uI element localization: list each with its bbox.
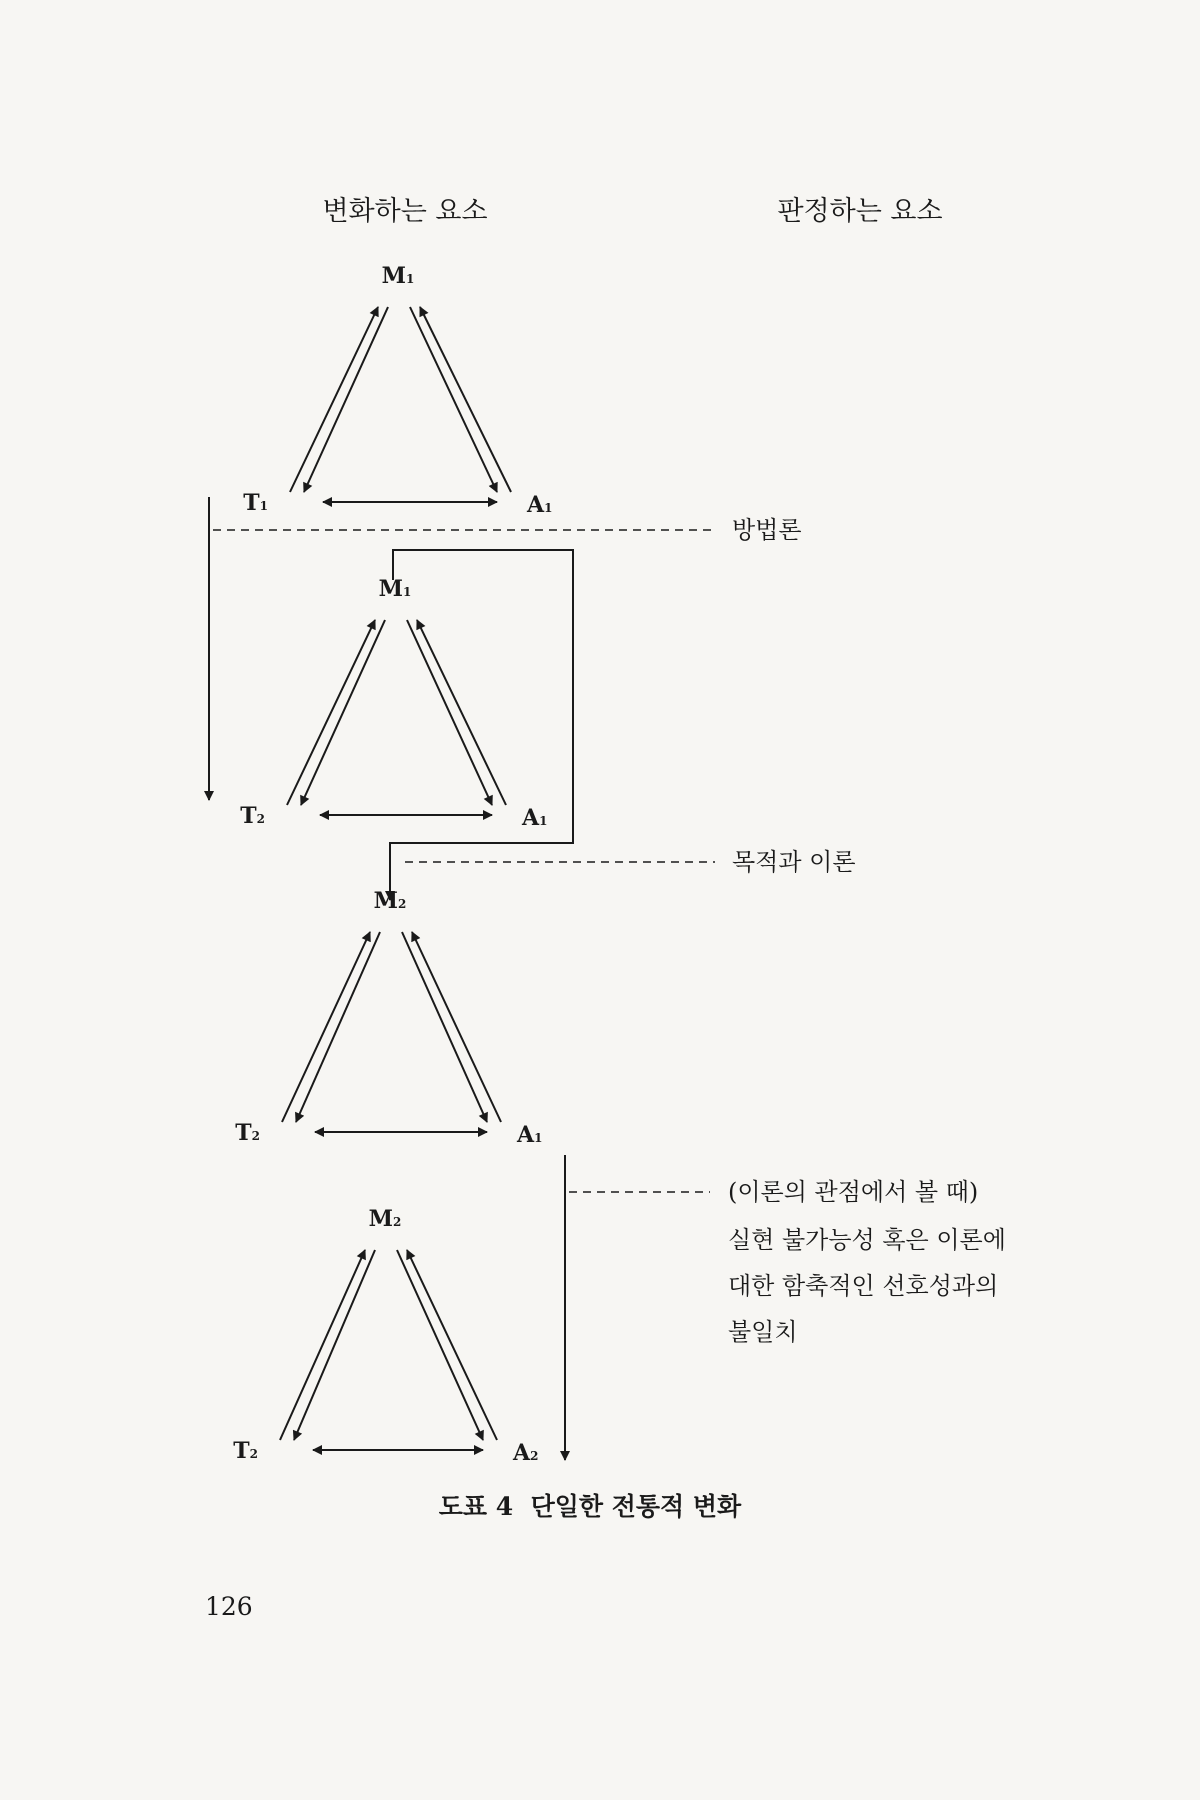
triangle-2-node-t-letter: T [240,803,257,829]
label-methodology: 방법론 [732,516,802,544]
triangle-3-node-t-letter: T [235,1120,252,1146]
triangle-1-node-m-subscript: 1 [406,272,415,286]
triangle-2-node-m-letter: M [378,576,403,602]
triangle-3-arrow-t-to-m [282,932,370,1122]
triangle-1-arrow-m-to-t [304,307,388,492]
note-line-2: 실현 불가능성 혹은 이론에 [728,1226,1006,1254]
triangle-2-arrow-t-to-m [287,620,375,805]
triangle-2-node-m-subscript: 1 [403,585,412,599]
triangle-2-arrow-a-to-m [417,620,506,805]
triangle-1-arrow-a-to-m [420,307,511,492]
triangle-1-node-t [243,490,268,516]
triangle-4-arrow-t-to-m [280,1250,365,1440]
note-line-3: 대한 함축적인 선호성과의 [728,1272,999,1300]
triangle-3-arrow-m-to-a [402,932,487,1122]
triangle-1-node-a-letter: A [527,492,545,518]
triangle-1-arrow-m-to-a [410,307,497,492]
triangle-2-node-a-letter: A [522,805,540,831]
triangle-3-arrow-m-to-t [296,932,380,1122]
triangle-4-node-t-subscript: 2 [249,1447,258,1461]
triangle-4-arrow-m-to-a [397,1250,483,1440]
triangle-4-arrow-a-to-m [407,1250,497,1440]
triangle-stack [233,263,552,1466]
triangle-4-node-m-letter: M [368,1206,393,1232]
label-aims-theory: 목적과 이론 [732,848,856,876]
triangle-3-arrow-a-to-m [412,932,501,1122]
note-line-4: 불일치 [728,1318,798,1346]
triangle-4-node-m [369,1206,402,1232]
triangle-2-node-a-subscript: 1 [539,814,548,828]
triangle-2-arrow-m-to-a [407,620,492,805]
triangle-4-node-a-letter: A [513,1440,531,1466]
triangle-3-node-a [516,1122,542,1148]
triangle-3-node-a-subscript: 1 [534,1131,543,1145]
triangle-3-node-m-subscript: 2 [398,897,407,911]
triangle-2-node-m [379,576,412,602]
triangle-4-node-t [233,1438,258,1464]
page-number: 126 [205,1592,253,1621]
triangle-1-node-t-subscript: 1 [259,499,268,513]
triangle-1-node-a [526,492,552,518]
triangle-4-node-t-letter: T [233,1438,250,1464]
header-changing-elements: 변화하는 요소 [322,196,488,227]
triangle-3-node-m-letter: M [373,888,398,914]
triangle-4-node-a [512,1440,538,1466]
triangle-2-node-t-subscript: 2 [256,812,265,826]
triangle-1-node-t-letter: T [243,490,260,516]
triangle-3-node-t [235,1120,260,1146]
triangle-1-arrow-t-to-m [290,307,378,492]
figure-caption: 도표 4 단일한 전통적 변화 [438,1492,742,1521]
triangle-2-arrow-m-to-t [301,620,385,805]
triangle-1-node-a-subscript: 1 [544,501,553,515]
triangle-3-node-a-letter: A [517,1122,535,1148]
triangle-4-node-a-subscript: 2 [530,1449,539,1463]
triangle-2-node-t [240,803,265,829]
triangle-4-arrow-m-to-t [294,1250,375,1440]
note-line-1: (이론의 관점에서 볼 때) [728,1178,979,1206]
header-judging-elements: 판정하는 요소 [777,196,943,227]
triangle-2-node-a [521,805,547,831]
m1-to-m2-bracket-arrow [390,550,573,900]
triangle-3-node-t-subscript: 2 [251,1129,260,1143]
triangle-1-node-m-letter: M [381,263,406,289]
triangle-1-node-m [382,263,415,289]
triangle-4-node-m-subscript: 2 [393,1215,402,1229]
